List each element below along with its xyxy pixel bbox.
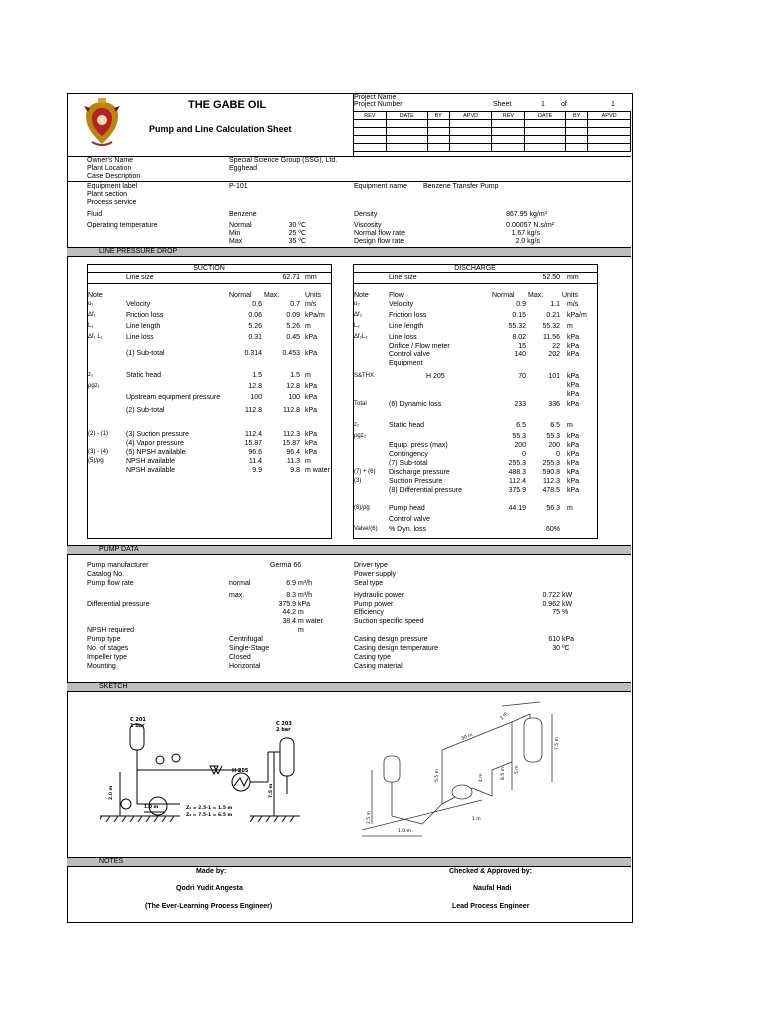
- apvd-header: APVD: [449, 112, 492, 120]
- suction-row-max: 96.4: [286, 449, 300, 456]
- suction-row-normal: 11.4: [248, 458, 262, 465]
- discharge-row-unit: kPa: [567, 460, 580, 467]
- discharge-row-unit: m: [567, 422, 573, 429]
- suction-row-note: ρgz₁: [88, 383, 100, 389]
- suction-line-size: 62.71: [282, 274, 300, 281]
- suction-row-unit: m water: [305, 467, 330, 474]
- suction-row-normal: 5.26: [248, 323, 262, 330]
- pump-data-unit: m³/h: [298, 592, 312, 599]
- made-by-label: Made by:: [196, 868, 227, 875]
- z2-formula: Z₂ = 7.5-1 = 6.5 m: [186, 813, 233, 818]
- fluid-label: Fluid: [87, 211, 103, 218]
- discharge-row-unit: m/s: [567, 301, 579, 308]
- by-header: BY: [566, 112, 588, 120]
- h205-label: H 205: [232, 768, 249, 774]
- discharge-row-max: 11.56: [543, 334, 560, 341]
- pump-data-unit: kPa: [298, 601, 311, 608]
- suction-row-unit: kPa: [305, 449, 318, 456]
- suction-title: SUCTION: [193, 265, 225, 272]
- normal-flow: 1.67 kg/s: [511, 230, 540, 237]
- discharge-row-max: 6.5: [550, 422, 560, 429]
- suction-row-normal: 15.87: [244, 440, 262, 447]
- sketch-band: SKETCH: [67, 682, 631, 692]
- suction-row-max: 1.5: [290, 372, 300, 379]
- discharge-row-unit: kPa: [567, 351, 580, 358]
- discharge-row-unit: kPa: [567, 469, 580, 476]
- suction-row-name: Velocity: [126, 301, 151, 308]
- suction-row-name: Line length: [126, 323, 161, 330]
- pump-data-label: Seal type: [354, 580, 384, 587]
- suction-row-note: L₁: [88, 323, 94, 329]
- pump-schematic-sketch: [100, 712, 300, 828]
- pump-data-value: 8.3: [286, 592, 296, 599]
- suction-row-unit: m/s: [305, 301, 317, 308]
- pump-data-label: Casing design pressure: [354, 636, 428, 643]
- iso-5m: 5 m: [515, 765, 520, 774]
- line-pressure-drop-band: LINE PRESSURE DROP: [67, 247, 631, 257]
- pump-data-label: Efficiency: [354, 609, 384, 616]
- discharge-row-unit: kPa: [567, 442, 580, 449]
- discharge-row-normal: 140: [514, 351, 526, 358]
- discharge-row-unit: m: [567, 505, 573, 512]
- discharge-row-normal: 70: [518, 373, 526, 380]
- pump-data-label: Catalog No.: [87, 571, 124, 578]
- suction-row-max: 15.87: [282, 440, 300, 447]
- discharge-row-unit: kPa/m: [567, 312, 587, 319]
- company-logo: [82, 98, 122, 150]
- pump-data-label: Impeller type: [87, 654, 128, 661]
- discharge-row-name: (7) Sub-total: [389, 460, 428, 467]
- suction-row-normal: 112.4: [245, 431, 262, 438]
- fluid: Benzene: [229, 211, 257, 218]
- discharge-row-unit: m: [567, 323, 573, 330]
- discharge-col-note: Note: [354, 292, 369, 299]
- suction-row-unit: kPa: [305, 407, 318, 414]
- plant-location: Egghead: [229, 165, 258, 172]
- pump-data-label: Power supply: [354, 571, 397, 578]
- discharge-row-note: (8)/ρg: [354, 505, 370, 511]
- pump-data-sub: max.: [229, 592, 245, 599]
- pump-data-sub: Closed: [229, 654, 251, 661]
- discharge-row-unit: kPa: [567, 334, 580, 341]
- isometric-piping-sketch: [362, 700, 612, 840]
- suction-row-note: (3) - (4): [88, 449, 108, 455]
- iso-55m: 5.5 m: [435, 769, 440, 782]
- pump-data-label: Differential pressure: [87, 601, 150, 608]
- discharge-row-normal: 8.02: [512, 334, 526, 341]
- op-temp-min-label: Min: [229, 230, 241, 237]
- date-header: DATE: [525, 112, 566, 120]
- iso-30m: 30 m: [460, 732, 474, 742]
- pump-data-value: 610: [548, 636, 560, 643]
- made-by-title: (The Ever-Learning Process Engineer): [145, 903, 273, 910]
- rev-header: REV: [492, 112, 525, 120]
- pump-data-sub: normal: [229, 580, 251, 587]
- discharge-row-normal: 0.15: [512, 312, 526, 319]
- discharge-row-normal: 488.3: [508, 469, 526, 476]
- discharge-row-max: 202: [548, 351, 560, 358]
- suction-row-name: (5) NPSH available: [126, 449, 186, 456]
- pump-data-value: 44.2: [282, 609, 296, 616]
- suction-row-note: (2) - (1): [88, 431, 108, 437]
- suction-row-normal: 9.9: [252, 467, 262, 474]
- suction-row-name: Static head: [126, 372, 162, 379]
- discharge-row-name: Orifice / Flow meter: [389, 343, 450, 350]
- suction-line-size-unit: mm: [305, 274, 317, 281]
- discharge-row-name: Discharge pressure: [389, 469, 450, 476]
- suction-row-unit: m: [305, 323, 311, 330]
- discharge-row-note: Total: [354, 401, 367, 407]
- discharge-row-unit: kPa: [567, 373, 580, 380]
- suction-line-size-label: Line size: [126, 274, 154, 281]
- discharge-row-name: Velocity: [389, 301, 414, 308]
- pump-data-label: NPSH required: [87, 627, 135, 634]
- discharge-col-normal: Normal: [492, 292, 515, 299]
- suction-row-unit: m: [305, 458, 311, 465]
- pump-data-sub: Single-Stage: [229, 645, 270, 652]
- discharge-row-max: 0: [556, 451, 560, 458]
- discharge-row-normal: 55.32: [508, 323, 526, 330]
- discharge-row-normal: 0.9: [516, 301, 526, 308]
- pump-data-label: Hydraulic power: [354, 592, 405, 599]
- density: 867.95 kg/m³: [506, 211, 547, 218]
- suction-row-note: (5)/ρg: [88, 458, 104, 464]
- suction-row-max: 5.26: [286, 323, 300, 330]
- suction-row-name: NPSH available: [126, 458, 176, 465]
- discharge-row-unit: kPa: [567, 451, 580, 458]
- discharge-row-max: 60%: [545, 526, 560, 533]
- viscosity-label: Viscosity: [354, 222, 382, 229]
- suction-row-normal: 1.5: [252, 372, 262, 379]
- suction-row-unit: kPa: [305, 383, 318, 390]
- op-temp-max: 35 ºC: [288, 238, 306, 245]
- discharge-row-max: 590.8: [542, 469, 560, 476]
- discharge-row-unit: kPa: [567, 401, 580, 408]
- pump-data-unit: ºC: [562, 645, 570, 652]
- discharge-row-name: Equipment: [389, 360, 423, 367]
- suction-col-note: Note: [88, 292, 103, 299]
- project-number-label: Project Number: [354, 101, 403, 108]
- suction-row-max: 112.3: [283, 431, 300, 438]
- suction-row-normal: 0.06: [248, 312, 262, 319]
- discharge-row-name: H 205: [426, 373, 445, 380]
- discharge-row-name: Suction Pressure: [389, 478, 443, 485]
- apvd-header: APVD: [588, 112, 631, 120]
- discharge-row-name: Equip. press (max): [389, 442, 448, 449]
- discharge-row-max: 55.3: [546, 433, 560, 440]
- discharge-row-note: u₂: [354, 301, 360, 307]
- suction-row-unit: kPa: [305, 350, 318, 357]
- pump-data-value: 30: [552, 645, 560, 652]
- discharge-row-unit: kPa: [567, 343, 580, 350]
- pump-data-unit: %: [562, 609, 569, 616]
- suction-row-normal: 100: [250, 394, 262, 401]
- pump-data-unit: kW: [562, 592, 573, 599]
- suction-row-name: (4) Vapor pressure: [126, 440, 184, 447]
- suction-row-normal: 0.314: [244, 350, 262, 357]
- discharge-row-normal: 375.9: [508, 487, 526, 494]
- rev-header: REV: [354, 112, 387, 120]
- suction-row-normal: 0.6: [252, 301, 262, 308]
- suction-row-max: 112.8: [283, 407, 300, 414]
- plant-section-label: Plant section: [87, 191, 128, 198]
- discharge-row-note: Δf₂: [354, 312, 363, 318]
- suction-row-max: 9.8: [290, 467, 300, 474]
- pump-data-unit: m: [298, 627, 304, 634]
- project-name-label: Project Name: [354, 94, 397, 101]
- iso-1m: 1 m: [472, 817, 481, 822]
- date-header: DATE: [386, 112, 427, 120]
- discharge-row-name: Friction loss: [389, 312, 427, 319]
- suction-col-units: Units: [305, 292, 321, 299]
- discharge-row-normal: 233: [514, 401, 526, 408]
- suction-row-max: 11.3: [286, 458, 300, 465]
- discharge-row-max: 200: [548, 442, 560, 449]
- discharge-row-max: 1.1: [550, 301, 560, 308]
- discharge-row-name: % Dyn. loss: [389, 526, 426, 533]
- of-label: of: [561, 101, 567, 108]
- discharge-col-flow: Flow: [389, 292, 404, 299]
- sheet-total: 1: [611, 101, 615, 108]
- suction-row-normal: 96.6: [248, 449, 262, 456]
- suction-row-unit: kPa: [305, 431, 318, 438]
- dim-2m: 2.0 m: [109, 785, 114, 800]
- pump-data-value: Germa 66: [270, 562, 302, 569]
- discharge-line-size-unit: mm: [567, 274, 579, 281]
- pump-data-unit: m water: [298, 618, 323, 625]
- design-flow-label: Design flow rate: [354, 238, 405, 245]
- made-by-name: Qodri Yudit Angesta: [176, 885, 243, 892]
- pump-data-value: 375.9: [278, 601, 296, 608]
- suction-row-max: 0.45: [286, 334, 300, 341]
- discharge-row-name: Line loss: [389, 334, 417, 341]
- pump-data-label: Casing type: [354, 654, 391, 661]
- discharge-row-note: Δf₂L₂: [354, 334, 368, 340]
- pump-data-value: 6.9: [286, 580, 296, 587]
- pump-data-sub: Horizontal: [229, 663, 261, 670]
- pump-data-label: Pump flow rate: [87, 580, 134, 587]
- pump-data-sub: Centrifugal: [229, 636, 263, 643]
- suction-row-name: Upstream equipment pressure: [126, 394, 221, 401]
- op-temp-min: 25 ºC: [288, 230, 306, 237]
- discharge-row-max: 56.3: [546, 505, 560, 512]
- notes-band: NOTES: [67, 857, 631, 867]
- suction-row-normal: 112.8: [245, 407, 262, 414]
- pump-data-unit: m³/h: [298, 580, 312, 587]
- discharge-row-max: 478.5: [542, 487, 560, 494]
- op-temp-label: Operating temperature: [87, 222, 158, 229]
- discharge-row-max: 255.3: [542, 460, 560, 467]
- z1-formula: Z₁ = 2.5-1 = 1.5 m: [186, 806, 233, 811]
- pump-data-label: Casing material: [354, 663, 403, 670]
- suction-col-max: Max.: [264, 292, 280, 299]
- discharge-row-name: Control valve: [389, 516, 430, 523]
- checked-by-label: Checked & Approved by:: [449, 868, 532, 875]
- suction-row-unit: m: [305, 372, 311, 379]
- suction-row-max: 0.09: [286, 312, 300, 319]
- discharge-line-size: 52.50: [542, 274, 560, 281]
- pump-data-label: Pump type: [87, 636, 121, 643]
- discharge-row-unit: kPa: [567, 478, 580, 485]
- suction-row-note: u₁: [88, 301, 94, 307]
- discharge-row-normal: 55.3: [512, 433, 526, 440]
- discharge-col-max: Max.: [528, 292, 544, 299]
- iso-10m: 1.0 m: [398, 829, 411, 834]
- suction-row-note: Δf₁ L₁: [88, 334, 103, 340]
- discharge-row-note: (3): [354, 478, 362, 484]
- discharge-col-units: Units: [562, 292, 578, 299]
- c203-label: C 203: [276, 721, 292, 727]
- suction-row-name: (1) Sub-total: [126, 350, 165, 357]
- discharge-row-note: S&THX: [354, 373, 375, 379]
- suction-row-unit: kPa: [305, 440, 318, 447]
- discharge-row-name: Contingency: [389, 451, 428, 458]
- discharge-row-max: 22: [552, 343, 560, 350]
- discharge-row-unit: kPa: [567, 382, 580, 389]
- checked-by-title: Lead Process Engineer: [452, 903, 530, 910]
- discharge-row-max: 336: [548, 401, 560, 408]
- discharge-row-max: 101: [548, 373, 560, 380]
- discharge-line-size-label: Line size: [389, 274, 417, 281]
- discharge-row-normal: 255.3: [508, 460, 526, 467]
- iso-85m: 8.5 m: [501, 767, 506, 780]
- equipment-name: Benzene Transfer Pump: [423, 183, 499, 190]
- revision-table: [353, 111, 631, 157]
- dim-75m: 7.5 m: [269, 783, 274, 798]
- suction-row-name: Line loss: [126, 334, 154, 341]
- owners-name-label: Owner's Name: [87, 157, 134, 164]
- sheet-title: Pump and Line Calculation Sheet: [149, 124, 292, 134]
- pump-data-value: 75: [552, 609, 560, 616]
- pump-data-label: Pump manufacturer: [87, 562, 149, 569]
- discharge-row-unit: kPa: [567, 487, 580, 494]
- discharge-row-note: Valve/(6): [354, 526, 378, 532]
- design-flow: 2.0 kg/s: [515, 238, 540, 245]
- op-temp-normal-label: Normal: [229, 222, 252, 229]
- discharge-row-normal: 6.5: [516, 422, 526, 429]
- normal-flow-label: Normal flow rate: [354, 230, 405, 237]
- suction-row-normal: 0.31: [248, 334, 262, 341]
- viscosity: 0.00057 N.s/m²: [506, 222, 554, 229]
- suction-row-note: Δf₁: [88, 312, 96, 318]
- equipment-label: P-101: [229, 183, 248, 190]
- suction-row-unit: kPa/m: [305, 312, 325, 319]
- pump-data-label: No. of stages: [87, 645, 129, 652]
- discharge-row-max: 112.3: [543, 478, 560, 485]
- pump-data-band: PUMP DATA: [67, 545, 631, 555]
- suction-row-normal: 12.8: [248, 383, 262, 390]
- pump-data-value: 0.722: [542, 592, 560, 599]
- op-temp-normal: 30 ºC: [288, 222, 306, 229]
- pump-data-value: 0.962: [542, 601, 560, 608]
- pump-data-label: Driver type: [354, 562, 388, 569]
- suction-row-unit: kPa: [305, 394, 318, 401]
- case-description-label: Case Description: [87, 173, 141, 180]
- pump-data-unit: m: [298, 609, 304, 616]
- discharge-row-max: 55.32: [542, 323, 560, 330]
- process-service-label: Process service: [87, 199, 137, 206]
- discharge-row-unit: kPa: [567, 433, 580, 440]
- owners-name: Special Science Group (SSG), Ltd.: [229, 157, 338, 164]
- discharge-row-name: Line length: [389, 323, 424, 330]
- discharge-row-normal: 200: [514, 442, 526, 449]
- density-label: Density: [354, 211, 378, 218]
- pump-data-unit: kPa: [562, 636, 575, 643]
- suction-col-normal: Normal: [229, 292, 252, 299]
- discharge-title: DISCHARGE: [454, 265, 496, 272]
- op-temp-max-label: Max: [229, 238, 243, 245]
- sheet-number: 1: [541, 101, 545, 108]
- iso-75m: 7.5 m: [555, 737, 560, 750]
- sheet-label: Sheet: [493, 101, 512, 108]
- plant-location-label: Plant Location: [87, 165, 132, 172]
- c201-label: C 201: [130, 717, 146, 723]
- discharge-row-name: Pump head: [389, 505, 425, 512]
- discharge-row-note: ρgz₂: [354, 433, 367, 439]
- discharge-row-unit: kPa: [567, 391, 580, 398]
- pump-data-unit: kW: [562, 601, 573, 608]
- discharge-row-note: L₂: [354, 323, 360, 329]
- pump-data-label: Mounting: [87, 663, 116, 670]
- equipment-name-label: Equipment name: [354, 183, 407, 190]
- iso-4m: 4 m: [479, 773, 484, 782]
- discharge-row-name: (6) Dynamic loss: [389, 401, 442, 408]
- dim-1m: 1.0 m: [144, 805, 159, 810]
- discharge-row-name: Control valve: [389, 351, 430, 358]
- suction-row-name: (3) Suction pressure: [126, 431, 190, 438]
- discharge-row-note: (7) + (6): [354, 469, 376, 475]
- suction-row-name: NPSH available: [126, 467, 176, 474]
- suction-row-max: 0.453: [282, 350, 300, 357]
- checked-by-name: Naufal Hadi: [473, 885, 512, 892]
- iso-25m: 2.5 m: [367, 811, 372, 824]
- pump-data-value: 38.4: [282, 618, 296, 625]
- discharge-row-normal: 44.19: [508, 505, 526, 512]
- pump-data-label: Casing design temperature: [354, 645, 439, 652]
- suction-row-name: Friction loss: [126, 312, 164, 319]
- suction-row-max: 0.7: [290, 301, 300, 308]
- c201-pressure: 1 bar: [130, 723, 145, 729]
- discharge-row-max: 0.21: [546, 312, 560, 319]
- suction-row-note: z₁: [88, 372, 94, 378]
- iso-2m: 2 m: [499, 711, 510, 722]
- by-header: BY: [427, 112, 449, 120]
- suction-row-max: 12.8: [286, 383, 300, 390]
- company-name: THE GABE OIL: [188, 99, 267, 111]
- equipment-label-label: Equipment label: [87, 183, 138, 190]
- pump-data-label: Suction specific speed: [354, 618, 424, 625]
- c203-pressure: 2 bar: [276, 727, 291, 733]
- suction-row-name: (2) Sub-total: [126, 407, 165, 414]
- discharge-row-name: Static head: [389, 422, 425, 429]
- pump-data-label: Pump power: [354, 601, 394, 608]
- suction-row-max: 100: [288, 394, 300, 401]
- discharge-row-normal: 112.4: [509, 478, 526, 485]
- discharge-row-note: z₂: [354, 422, 360, 428]
- discharge-row-normal: 15: [518, 343, 526, 350]
- suction-row-unit: kPa: [305, 334, 318, 341]
- discharge-row-name: (8) Differential pressure: [389, 487, 463, 494]
- discharge-row-normal: 0: [522, 451, 526, 458]
